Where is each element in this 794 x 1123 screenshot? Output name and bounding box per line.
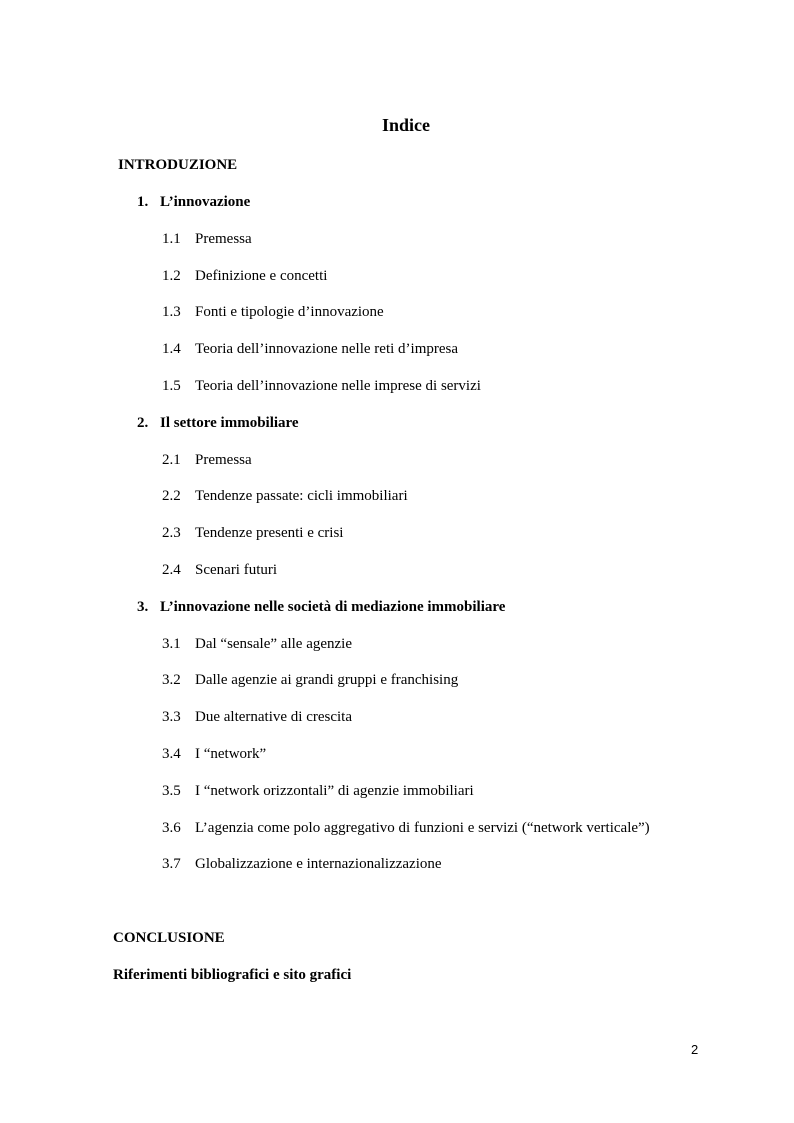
section-number: 1.4 xyxy=(162,341,181,357)
section-title: Scenari futuri xyxy=(195,562,278,578)
section-entry xyxy=(162,709,352,726)
section-entry xyxy=(162,231,252,248)
section-number: 3.1 xyxy=(162,636,181,652)
section-title: Fonti e tipologie d’innovazione xyxy=(195,304,384,320)
section-number: 2.2 xyxy=(162,488,181,504)
section-entry xyxy=(162,268,327,285)
section-entry xyxy=(162,636,352,653)
section-title: Tendenze presenti e crisi xyxy=(195,525,344,541)
section-number: 2.4 xyxy=(162,562,181,578)
chapter-title: Il settore immobiliare xyxy=(160,415,299,431)
chapter-title: L’innovazione nelle società di mediazione immobiliare xyxy=(160,599,506,615)
chapter-3-heading xyxy=(137,599,505,616)
page-number: 2 xyxy=(691,1042,699,1057)
section-title: Globalizzazione e internazionalizzazione xyxy=(195,856,442,872)
section-number: 3.5 xyxy=(162,783,181,799)
page-title: Indice xyxy=(382,115,431,135)
section-entry xyxy=(162,562,277,579)
section-number: 1.3 xyxy=(162,304,181,320)
section-title: Premessa xyxy=(195,452,252,468)
section-number: 1.5 xyxy=(162,378,181,394)
chapter-number: 1. xyxy=(137,194,149,210)
section-entry xyxy=(162,304,384,321)
section-number: 2.1 xyxy=(162,452,181,468)
chapter-title: L’innovazione xyxy=(160,194,251,210)
conclusion-heading: CONCLUSIONE xyxy=(113,930,225,946)
section-title: I “network” xyxy=(195,746,267,762)
section-number: 3.4 xyxy=(162,746,181,762)
section-entry xyxy=(162,488,408,505)
section-title: Teoria dell’innovazione nelle reti d’impresa xyxy=(195,341,459,357)
chapter-number: 3. xyxy=(137,599,149,615)
section-number: 3.7 xyxy=(162,856,181,872)
section-title: I “network orizzontali” di agenzie immobiliari xyxy=(195,783,474,799)
section-title: L’agenzia come polo aggregativo di funzioni e servizi (“network verticale”) xyxy=(195,820,650,836)
chapter-number: 2. xyxy=(137,415,149,431)
section-number: 2.3 xyxy=(162,525,181,541)
introduction-heading: INTRODUZIONE xyxy=(118,157,238,173)
section-number: 1.1 xyxy=(162,231,181,247)
section-entry xyxy=(162,525,343,542)
section-entry xyxy=(162,452,252,469)
section-entry xyxy=(162,341,458,358)
section-number: 1.2 xyxy=(162,268,181,284)
section-title: Tendenze passate: cicli immobiliari xyxy=(195,488,408,504)
section-title: Premessa xyxy=(195,231,252,247)
references-heading: Riferimenti bibliografici e sito grafici xyxy=(113,967,352,983)
section-title: Teoria dell’innovazione nelle imprese di servizi xyxy=(195,378,481,394)
section-entry xyxy=(162,672,458,689)
section-entry xyxy=(162,378,481,395)
section-number: 3.3 xyxy=(162,709,181,725)
section-entry xyxy=(162,783,474,800)
section-entry xyxy=(162,820,650,837)
section-entry xyxy=(162,856,442,873)
chapter-2-heading xyxy=(137,415,299,432)
section-number: 3.6 xyxy=(162,820,181,836)
section-entry xyxy=(162,746,266,763)
section-title: Dal “sensale” alle agenzie xyxy=(195,636,352,652)
chapter-1-heading xyxy=(137,194,250,211)
section-title: Dalle agenzie ai grandi gruppi e franchising xyxy=(195,672,459,688)
section-title: Due alternative di crescita xyxy=(195,709,353,725)
section-number: 3.2 xyxy=(162,672,181,688)
section-title: Definizione e concetti xyxy=(195,268,328,284)
